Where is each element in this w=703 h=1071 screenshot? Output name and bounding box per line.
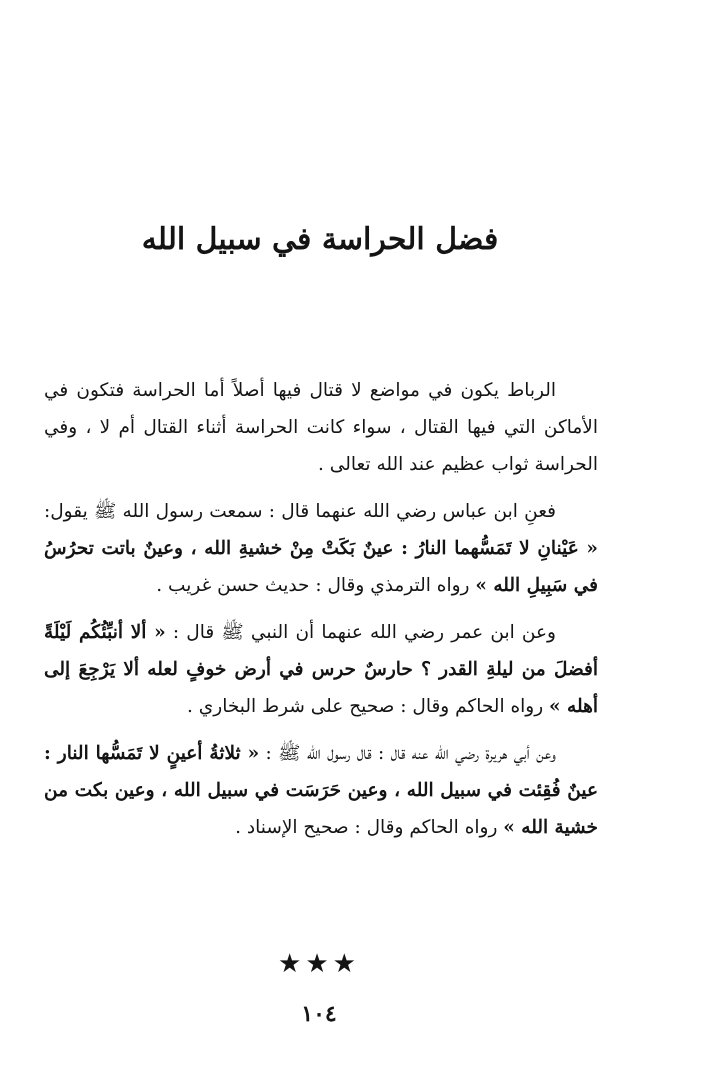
page-number: ١٠٤: [301, 1001, 337, 1027]
hadith-quote: « ثلاثةُ أعينٍ لا تَمَسُّها النار : عينٌ فُقِئت في سبيل الله ، وعين حَرَسَت في سبيل الله ، وعين بكت من خشية الله »: [44, 743, 598, 838]
hadith-source: رواه الترمذي وقال : حديث حسن غريب .: [156, 575, 476, 596]
section-ornament: ★★★: [278, 949, 360, 979]
hadith-intro: وعن ابن عمر رضي الله عنهما أن النبي ﷺ قال :: [165, 622, 556, 643]
hadith-quote: « ألا أنبِّئُكُم لَيْلَةً أفضلَ من ليلةِ القدر ؟ حارسٌ حرس في أرض خوفٍ لعله ألا يَرْجِعَ إلى أهله »: [44, 622, 598, 717]
chapter-body: [44, 372, 598, 856]
hadith-source: رواه الحاكم وقال : صحيح الإسناد .: [235, 817, 504, 838]
hadith-source: رواه الحاكم وقال : صحيح على شرط البخاري .: [187, 696, 550, 717]
chapter-title: فضل الحراسة في سبيل الله: [141, 222, 499, 257]
hadith-intro: وعن أبي هريرة رضي الله عنه قال : قال رسول الله ﷺ :: [259, 743, 556, 764]
paragraph-hadith-abu-hurayra: [44, 735, 598, 846]
hadith-intro: فعنِ ابن عباس رضي الله عنهما قال : سمعت رسول الله ﷺ يقول:: [44, 501, 556, 522]
paragraph-text: الرباط يكون في مواضع لا قتال فيها أصلاً أما الحراسة فتكون في الأماكن التي فيها القتال ، سواء كانت الحراسة أثناء القتال أم لا ، وفي الحراسة ثواب عظيم عند الله تعالى .: [44, 380, 598, 475]
paragraph-intro: [44, 372, 598, 483]
hadith-quote: « عَيْنانِ لا تَمَسُّهما النارُ : عينٌ بَكَتْ مِنْ خشيةِ الله ، وعينٌ باتت تحرُسُ في سَبِيلِ الله »: [44, 538, 598, 596]
paragraph-hadith-ibn-abbas: [44, 493, 598, 604]
paragraph-hadith-ibn-umar: [44, 614, 598, 725]
